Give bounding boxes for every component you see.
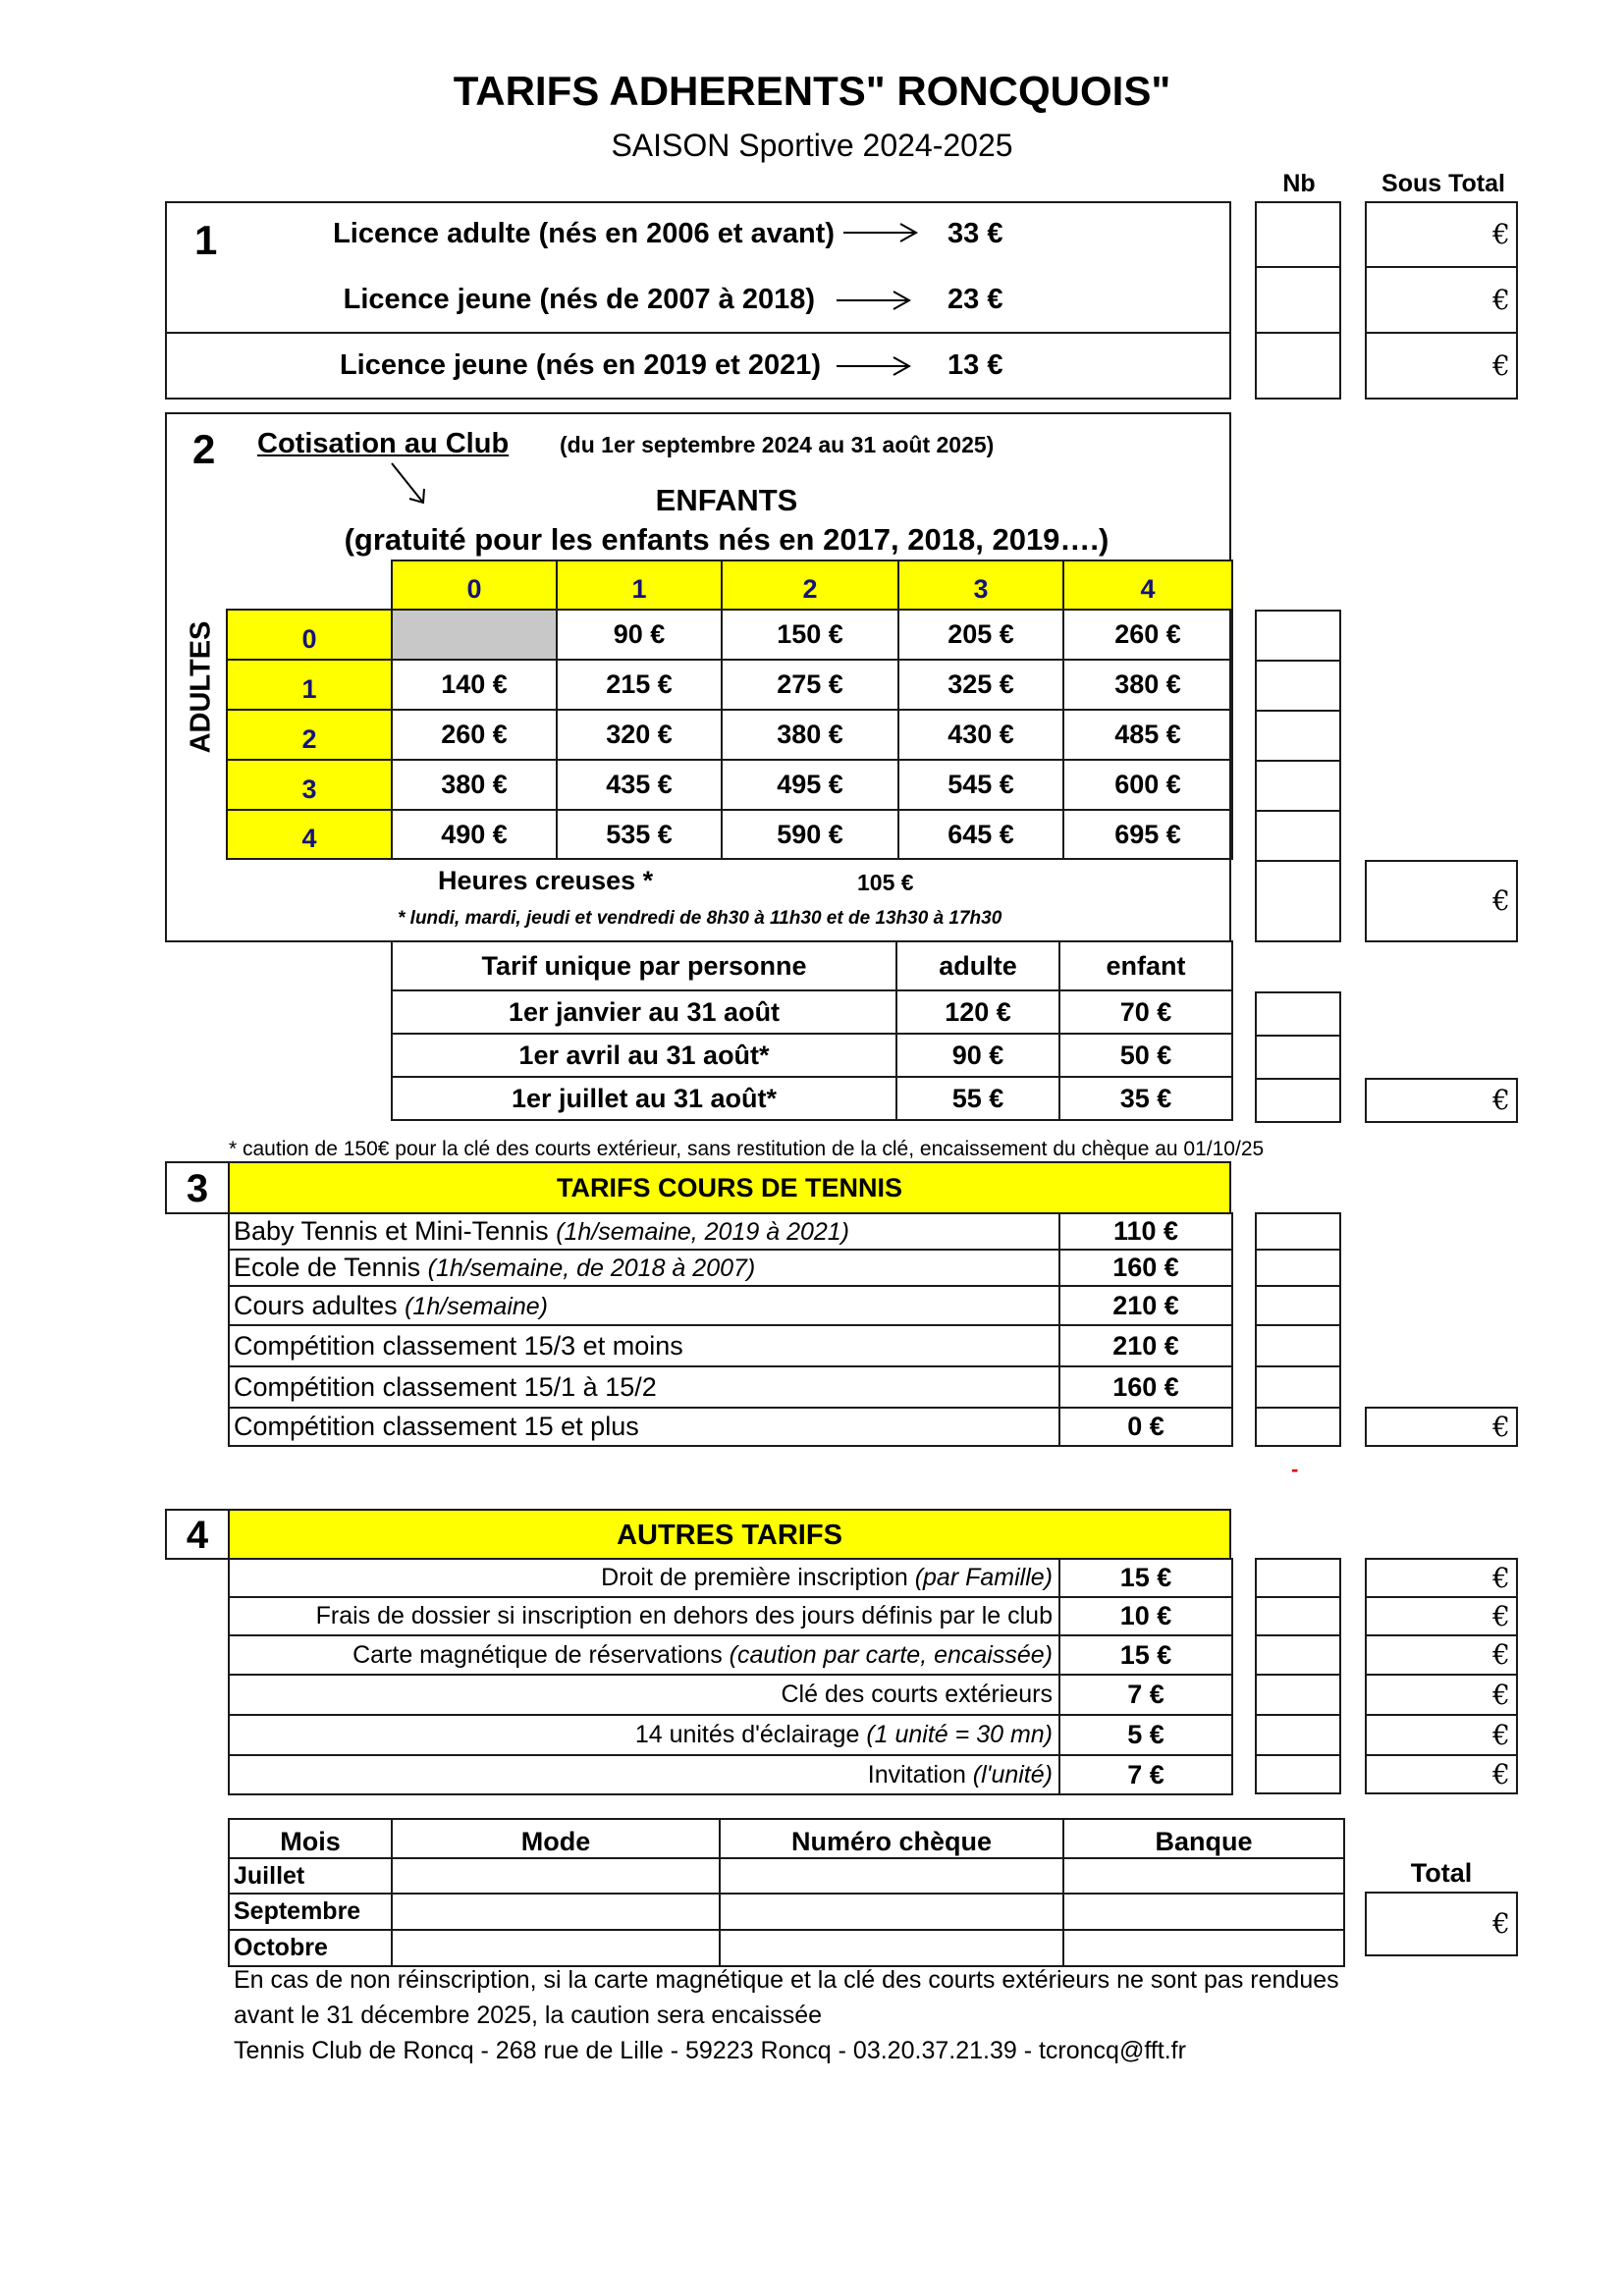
col-header-sous-total: Sous Total — [1381, 170, 1505, 197]
payment-bank-field[interactable] — [1063, 1930, 1344, 1966]
cours-row-price: 0 € — [1059, 1408, 1232, 1446]
autres-tarifs-table — [228, 1558, 1233, 1795]
nb-input-cours[interactable] — [1255, 1365, 1341, 1409]
euro-symbol: € — [1492, 1084, 1510, 1116]
matrix-cell: 485 € — [1063, 710, 1232, 760]
euro-symbol: € — [1492, 1907, 1510, 1940]
payment-month: Septembre — [229, 1894, 392, 1930]
payment-header-mode: Mode — [392, 1819, 720, 1858]
cours-row-label: Compétition classement 15 et plus — [229, 1408, 1059, 1446]
payment-table — [228, 1818, 1345, 1967]
matrix-col-header: 4 — [1063, 561, 1232, 610]
euro-symbol: € — [1492, 1718, 1510, 1751]
euro-symbol: € — [1492, 283, 1510, 316]
licence-jeune-label: Licence jeune (nés de 2007 à 2018) — [343, 284, 815, 315]
tarif-unique-adult-price: 120 € — [896, 990, 1059, 1034]
matrix-cell: 90 € — [557, 610, 722, 660]
payment-month: Juillet — [229, 1858, 392, 1894]
subtotal-autre-tarif — [1365, 1674, 1518, 1716]
cours-row-label: Compétition classement 15/3 et moins — [229, 1325, 1059, 1366]
autre-tarif-price: 5 € — [1059, 1715, 1232, 1755]
payment-mode-field[interactable] — [392, 1858, 720, 1894]
euro-symbol: € — [1492, 218, 1510, 250]
tarif-unique-period: 1er avril au 31 août* — [392, 1034, 896, 1077]
matrix-cell: 215 € — [557, 660, 722, 710]
cours-tennis-table — [228, 1212, 1233, 1447]
enfants-label: ENFANTS — [655, 483, 798, 517]
licence-adulte-label: Licence adulte (nés en 2006 et avant) — [333, 218, 835, 249]
total-box — [1365, 1892, 1518, 1956]
euro-symbol: € — [1492, 1561, 1510, 1594]
autre-tarif-price: 7 € — [1059, 1755, 1232, 1794]
matrix-cell: 535 € — [557, 810, 722, 859]
tarif-unique-period: 1er juillet au 31 août* — [392, 1077, 896, 1120]
payment-cheque-field[interactable] — [720, 1930, 1063, 1966]
total-label: Total — [1410, 1858, 1473, 1888]
nb-input-cours[interactable] — [1255, 1324, 1341, 1367]
nb-input-tarif-unique[interactable] — [1255, 1035, 1341, 1080]
matrix-cell-empty — [392, 610, 557, 660]
tarif-unique-table — [391, 940, 1233, 1121]
licence-jeune-2019-label: Licence jeune (nés en 2019 et 2021) — [339, 349, 821, 381]
matrix-cell: 430 € — [898, 710, 1063, 760]
subtotal-cotisation — [1365, 860, 1518, 942]
payment-cheque-field[interactable] — [720, 1858, 1063, 1894]
matrix-corner — [227, 561, 392, 610]
matrix-col-header: 0 — [392, 561, 557, 610]
cotisation-matrix — [226, 560, 1233, 860]
nb-input-heures-creuses[interactable] — [1255, 860, 1341, 942]
caution-note: * caution de 150€ pour la clé des courts extérieur, sans restitution de la clé, encaissement du chèque au 01/10/25 — [229, 1138, 1265, 1160]
section-1-divider — [165, 332, 1231, 334]
enfants-gratuite-note: (gratuité pour les enfants nés en 2017, 2018, 2019….) — [344, 522, 1110, 557]
autre-tarif-label: Frais de dossier si inscription en dehors des jours définis par le club — [229, 1597, 1059, 1635]
section-1-number: 1 — [194, 217, 218, 263]
tarif-unique-adult-price: 90 € — [896, 1034, 1059, 1077]
licence-jeune-price: 23 € — [947, 284, 1003, 315]
subtotal-autre-tarif — [1365, 1634, 1518, 1676]
heures-creuses-note: * lundi, mardi, jeudi et vendredi de 8h30 à 11h30 et de 13h30 à 17h30 — [398, 908, 1002, 929]
payment-mode-field[interactable] — [392, 1930, 720, 1966]
payment-header-banque: Banque — [1063, 1819, 1344, 1858]
page-title: TARIFS ADHERENTS" RONCQUOIS" — [453, 68, 1171, 114]
payment-month: Octobre — [229, 1930, 392, 1966]
subtotal-autre-tarif — [1365, 1714, 1518, 1756]
euro-symbol: € — [1492, 1638, 1510, 1671]
footer-note-line-2: avant le 31 décembre 2025, la caution sera encaissée — [234, 2002, 822, 2029]
matrix-cell: 600 € — [1063, 760, 1232, 810]
arrow-right-icon — [841, 221, 920, 244]
arrow-right-icon — [835, 354, 913, 378]
nb-input-autre-tarif[interactable] — [1255, 1674, 1341, 1716]
matrix-cell: 260 € — [392, 710, 557, 760]
nb-input-cours[interactable] — [1255, 1285, 1341, 1326]
cours-row-label: Cours adultes (1h/semaine) — [229, 1286, 1059, 1325]
matrix-cell: 380 € — [722, 710, 898, 760]
payment-header-numero-cheque: Numéro chèque — [720, 1819, 1063, 1858]
heures-creuses-price: 105 € — [857, 870, 914, 895]
autre-tarif-label: Clé des courts extérieurs — [229, 1675, 1059, 1715]
autre-tarif-price: 15 € — [1059, 1559, 1232, 1597]
heures-creuses-label: Heures creuses * — [438, 866, 654, 895]
nb-input-cours[interactable] — [1255, 1407, 1341, 1447]
subtotal-licence-jeune — [1365, 266, 1518, 334]
matrix-row-header: 4 — [227, 810, 392, 859]
tarif-unique-adult-price: 55 € — [896, 1077, 1059, 1120]
euro-symbol: € — [1492, 348, 1510, 382]
matrix-cell: 380 € — [392, 760, 557, 810]
nb-input-matrix-row[interactable] — [1255, 760, 1341, 812]
col-header-nb: Nb — [1282, 170, 1316, 197]
tarif-unique-child-price: 50 € — [1059, 1034, 1232, 1077]
matrix-cell: 645 € — [898, 810, 1063, 859]
autre-tarif-label: Carte magnétique de réservations (caution par carte, encaissée) — [229, 1635, 1059, 1675]
arrow-down-right-icon — [388, 459, 432, 508]
matrix-cell: 275 € — [722, 660, 898, 710]
nb-input-tarif-unique[interactable] — [1255, 1078, 1341, 1123]
matrix-cell: 150 € — [722, 610, 898, 660]
matrix-row-header: 2 — [227, 710, 392, 760]
matrix-cell: 325 € — [898, 660, 1063, 710]
cours-row-label: Compétition classement 15/1 à 15/2 — [229, 1366, 1059, 1408]
adultes-vertical-label: ADULTES — [185, 620, 217, 754]
matrix-col-header: 2 — [722, 561, 898, 610]
matrix-cell: 320 € — [557, 710, 722, 760]
tarif-unique-col-adulte: adulte — [896, 941, 1059, 990]
autre-tarif-label: Invitation (l'unité) — [229, 1755, 1059, 1794]
payment-header-mois: Mois — [229, 1819, 392, 1858]
tarif-unique-child-price: 70 € — [1059, 990, 1232, 1034]
matrix-cell: 490 € — [392, 810, 557, 859]
autre-tarif-label: 14 unités d'éclairage (1 unité = 30 mn) — [229, 1715, 1059, 1755]
autre-tarif-label: Droit de première inscription (par Famille) — [229, 1559, 1059, 1597]
cours-row-price: 210 € — [1059, 1325, 1232, 1366]
subtotal-autre-tarif — [1365, 1558, 1518, 1598]
cours-row-price: 110 € — [1059, 1213, 1232, 1250]
section-4-number: 4 — [186, 1514, 209, 1557]
nb-input-licence-adulte[interactable] — [1255, 201, 1341, 268]
euro-symbol: € — [1492, 884, 1510, 917]
matrix-row-header: 1 — [227, 660, 392, 710]
matrix-col-header: 3 — [898, 561, 1063, 610]
nb-input-autre-tarif[interactable] — [1255, 1714, 1341, 1756]
licence-adulte-price: 33 € — [947, 218, 1003, 249]
nb-input-autre-tarif[interactable] — [1255, 1754, 1341, 1794]
autre-tarif-price: 15 € — [1059, 1635, 1232, 1675]
payment-cheque-field[interactable] — [720, 1894, 1063, 1930]
cours-row-label: Baby Tennis et Mini-Tennis (1h/semaine, 2019 à 2021) — [229, 1213, 1059, 1250]
section-3-number: 3 — [186, 1167, 209, 1210]
nb-input-matrix-row[interactable] — [1255, 810, 1341, 862]
euro-symbol: € — [1492, 1410, 1510, 1443]
payment-bank-field[interactable] — [1063, 1894, 1344, 1930]
section-3-title: TARIFS COURS DE TENNIS — [556, 1173, 902, 1202]
footer-contact: Tennis Club de Roncq - 268 rue de Lille - 59223 Roncq - 03.20.37.21.39 - tcroncq@fft.fr — [234, 2037, 1186, 2064]
subtotal-licence-adulte — [1365, 201, 1518, 268]
euro-symbol: € — [1492, 1599, 1510, 1632]
matrix-cell: 435 € — [557, 760, 722, 810]
cours-row-price: 160 € — [1059, 1250, 1232, 1286]
euro-symbol: € — [1492, 1678, 1510, 1711]
matrix-row-header: 3 — [227, 760, 392, 810]
subtotal-autre-tarif — [1365, 1754, 1518, 1794]
nb-input-autre-tarif[interactable] — [1255, 1558, 1341, 1598]
matrix-cell: 260 € — [1063, 610, 1232, 660]
tarif-unique-header: Tarif unique par personne — [392, 941, 896, 990]
euro-symbol: € — [1492, 1757, 1510, 1790]
cotisation-period: (du 1er septembre 2024 au 31 août 2025) — [560, 432, 995, 457]
subtotal-licence-jeune-2019 — [1365, 332, 1518, 400]
nb-input-autre-tarif[interactable] — [1255, 1596, 1341, 1636]
matrix-col-header: 1 — [557, 561, 722, 610]
subtotal-tarif-unique — [1365, 1078, 1518, 1123]
nb-input-licence-jeune-2019[interactable] — [1255, 332, 1341, 400]
nb-input-matrix-row[interactable] — [1255, 610, 1341, 662]
matrix-cell: 140 € — [392, 660, 557, 710]
footer-note-line-1: En cas de non réinscription, si la carte magnétique et la clé des courts extérieurs ne sont pas rendues — [234, 1966, 1339, 1994]
arrow-right-icon — [835, 289, 913, 312]
subtotal-autre-tarif — [1365, 1596, 1518, 1636]
nb-input-autre-tarif[interactable] — [1255, 1634, 1341, 1676]
tarif-unique-period: 1er janvier au 31 août — [392, 990, 896, 1034]
payment-bank-field[interactable] — [1063, 1858, 1344, 1894]
cotisation-title: Cotisation au Club — [257, 428, 510, 459]
nb-input-tarif-unique[interactable] — [1255, 991, 1341, 1037]
section-4-title: AUTRES TARIFS — [617, 1520, 842, 1551]
matrix-row-header: 0 — [227, 610, 392, 660]
nb-input-cours[interactable] — [1255, 1249, 1341, 1287]
nb-input-matrix-row[interactable] — [1255, 660, 1341, 712]
cours-row-price: 160 € — [1059, 1366, 1232, 1408]
matrix-cell: 205 € — [898, 610, 1063, 660]
section-2-number: 2 — [192, 426, 216, 472]
nb-input-licence-jeune[interactable] — [1255, 266, 1341, 334]
matrix-cell: 495 € — [722, 760, 898, 810]
subtotal-cours — [1365, 1407, 1518, 1447]
cours-row-price: 210 € — [1059, 1286, 1232, 1325]
autre-tarif-price: 10 € — [1059, 1597, 1232, 1635]
matrix-cell: 695 € — [1063, 810, 1232, 859]
cours-row-label: Ecole de Tennis (1h/semaine, de 2018 à 2007) — [229, 1250, 1059, 1286]
payment-mode-field[interactable] — [392, 1894, 720, 1930]
autre-tarif-price: 7 € — [1059, 1675, 1232, 1715]
red-dash-mark: - — [1291, 1457, 1299, 1481]
nb-input-matrix-row[interactable] — [1255, 710, 1341, 762]
tarif-unique-child-price: 35 € — [1059, 1077, 1232, 1120]
page-subtitle: SAISON Sportive 2024-2025 — [611, 128, 1013, 163]
nb-input-cours[interactable] — [1255, 1212, 1341, 1251]
tarif-unique-col-enfant: enfant — [1059, 941, 1232, 990]
licence-jeune-2019-price: 13 € — [947, 349, 1003, 381]
matrix-cell: 590 € — [722, 810, 898, 859]
matrix-cell: 380 € — [1063, 660, 1232, 710]
matrix-cell: 545 € — [898, 760, 1063, 810]
